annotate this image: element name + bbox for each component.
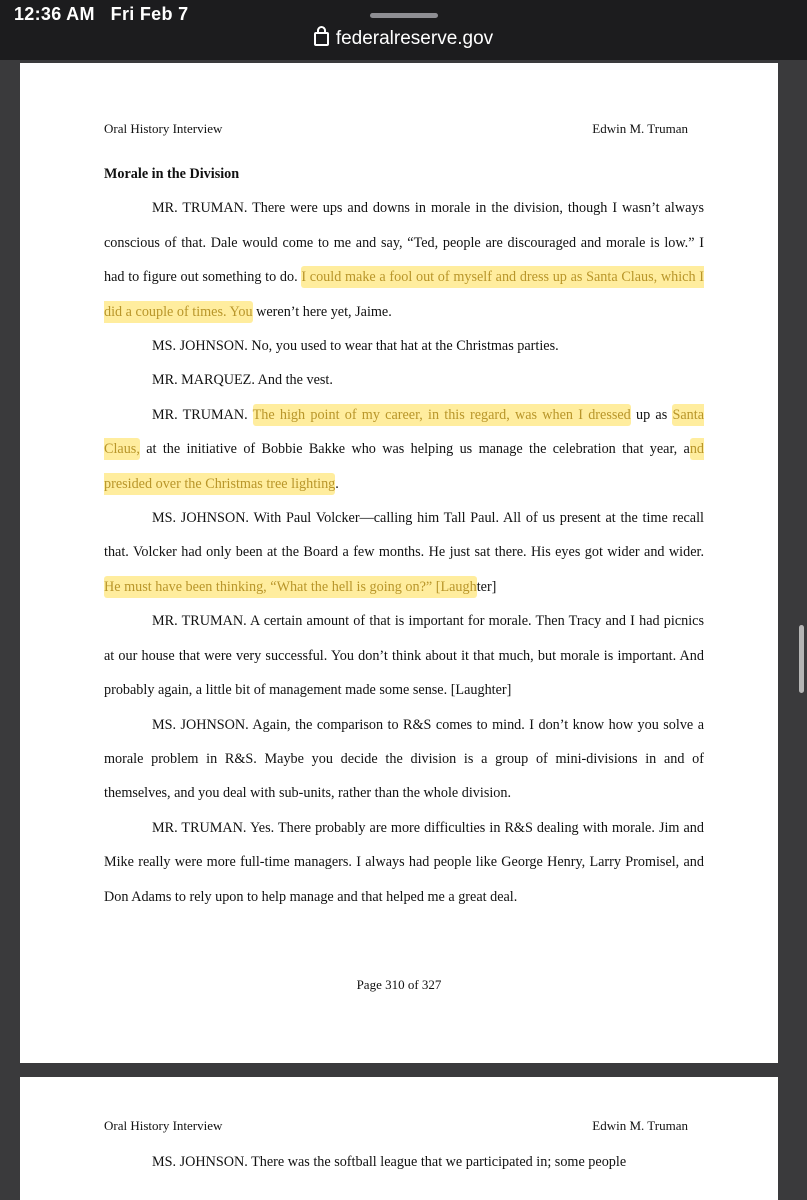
lock-icon bbox=[314, 32, 329, 46]
paragraph-text: MR. TRUMAN. A certain amount of that is important for morale. Then Tracy and I had picnics at our house that were very successful. You don’t think about it that much, but morale is important. And probably again, a little bit of management made some sense. [Laughter] bbox=[104, 613, 704, 699]
paragraph bbox=[104, 604, 704, 707]
highlighted-text: The high point of my career, in this regard, was when I dressed bbox=[253, 404, 631, 426]
url-text: federalreserve.gov bbox=[335, 28, 494, 49]
scroll-indicator[interactable] bbox=[799, 625, 804, 693]
paragraph bbox=[104, 708, 704, 811]
paragraph bbox=[104, 363, 704, 397]
paragraph bbox=[104, 811, 704, 914]
paragraph-text: MR. MARQUEZ. And the vest. bbox=[152, 372, 333, 389]
paragraph bbox=[104, 329, 704, 363]
paragraph-text: up as bbox=[630, 406, 673, 423]
paragraph-text: MS. JOHNSON. With Paul Volcker—calling him Tall Paul. All of us present at the time recall that. Volcker had only been at the Board a few months. He just sat there. His eyes got wider and wider. bbox=[104, 510, 704, 561]
highlighted-text: Santa Claus, bbox=[104, 404, 704, 460]
paragraph bbox=[104, 191, 704, 329]
page-header-title: Oral History Interview bbox=[104, 1118, 223, 1133]
paragraph bbox=[104, 501, 704, 604]
page-header-title: Oral History Interview bbox=[104, 121, 223, 136]
page-number: Page 310 of 327 bbox=[356, 977, 442, 992]
document-page bbox=[20, 1077, 778, 1200]
paragraph bbox=[104, 1145, 704, 1179]
paragraph-text: . bbox=[335, 475, 339, 492]
document-page bbox=[20, 63, 778, 1063]
paragraph-list bbox=[104, 191, 704, 914]
paragraph bbox=[104, 398, 704, 501]
paragraph-text: MS. JOHNSON. Again, the comparison to R&S comes to mind. I don’t know how you solve a morale problem in R&S. Maybe you decide the division is a group of mini-divisions in and of themselves, and you deal with sub-units, rather than the whole division. bbox=[104, 716, 704, 802]
page-body bbox=[104, 157, 704, 914]
paragraph-text: MR. TRUMAN. Yes. There probably are more difficulties in R&S dealing with morale. Jim and Mike really were more full-time managers. I always had people like George Henry, Larry Promisel, and Don Adams to rely upon to help manage and that helped me a great deal. bbox=[104, 819, 704, 905]
section-heading: Morale in the Division bbox=[104, 166, 240, 182]
paragraph-text: MS. JOHNSON. No, you used to wear that hat at the Christmas parties. bbox=[152, 338, 559, 355]
status-bar bbox=[0, 0, 807, 60]
paragraph-text: ter] bbox=[476, 578, 497, 595]
page-header-interviewee: Edwin M. Truman bbox=[592, 121, 688, 136]
page-body bbox=[104, 1145, 704, 1179]
paragraph-list bbox=[104, 1145, 704, 1179]
page-header-interviewee: Edwin M. Truman bbox=[592, 1118, 688, 1133]
paragraph-text: weren’t here yet, Jaime. bbox=[252, 303, 392, 320]
paragraph-text: MS. JOHNSON. There was the softball league that we participated in; some people bbox=[152, 1154, 627, 1170]
highlighted-text: I could make a fool out of myself and dress up as Santa Claus, which I did a couple of times. You bbox=[104, 266, 704, 322]
paragraph-text: MR. TRUMAN. bbox=[152, 406, 253, 423]
document-viewer[interactable] bbox=[0, 60, 807, 1200]
multitasking-grabber[interactable] bbox=[370, 13, 438, 18]
address-bar[interactable] bbox=[0, 28, 807, 52]
highlighted-text: He must have been thinking, “What the hell is going on?” [Laugh bbox=[104, 576, 477, 598]
status-time: 12:36 AM Fri Feb 7 bbox=[14, 4, 189, 24]
paragraph-text: at the initiative of Bobbie Bakke who was helping us manage the celebration that year, a bbox=[139, 441, 690, 458]
paragraph-text: MR. TRUMAN. There were ups and downs in morale in the division, though I wasn’t always conscious of that. Dale would come to me and say, “Ted, people are discouraged and morale is low.” I had to figure out something to do. bbox=[104, 200, 704, 286]
highlighted-text: nd presided over the Christmas tree lighting bbox=[104, 438, 704, 494]
